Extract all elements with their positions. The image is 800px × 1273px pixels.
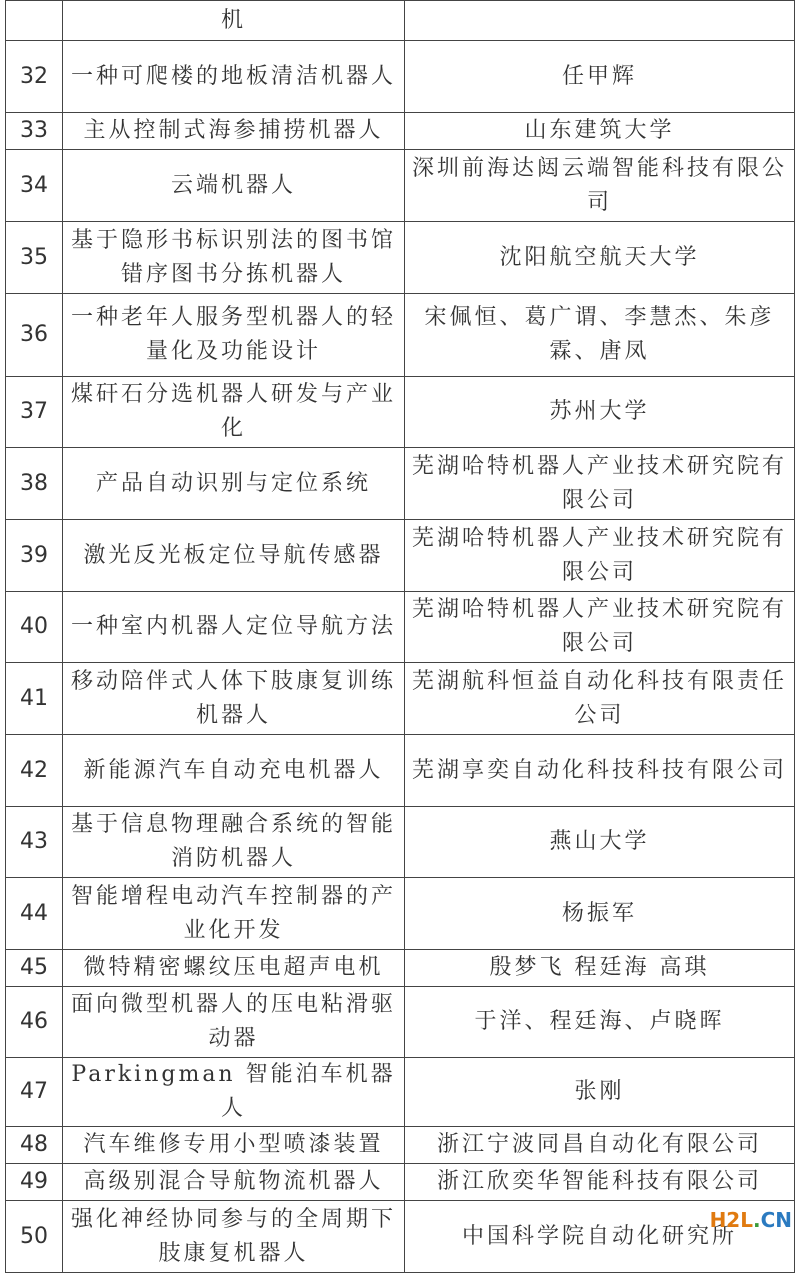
table-row <box>6 113 795 150</box>
table-row <box>6 222 795 294</box>
row-number: 49 <box>6 1164 63 1201</box>
project-title: 智能增程电动汽车控制器的产业化开发 <box>63 878 405 950</box>
project-title: 煤矸石分选机器人研发与产业化 <box>63 377 405 448</box>
project-owner: 苏州大学 <box>405 377 795 448</box>
project-title: 一种室内机器人定位导航方法 <box>63 592 405 663</box>
project-owner: 殷梦飞 程廷海 高琪 <box>405 950 795 987</box>
project-title: 主从控制式海参捕捞机器人 <box>63 113 405 150</box>
project-title: 汽车维修专用小型喷漆装置 <box>63 1127 405 1164</box>
table-row <box>6 663 795 735</box>
row-number: 37 <box>6 377 63 448</box>
project-owner: 芜湖哈特机器人产业技术研究院有限公司 <box>405 592 795 663</box>
table-row <box>6 1127 795 1164</box>
project-owner: 芜湖航科恒益自动化科技有限责任公司 <box>405 663 795 735</box>
table-row <box>6 592 795 663</box>
watermark-logo: H2L.CN <box>709 1208 792 1232</box>
project-title: 基于信息物理融合系统的智能消防机器人 <box>63 807 405 878</box>
row-number: 39 <box>6 520 63 592</box>
row-number: 48 <box>6 1127 63 1164</box>
row-number <box>6 1 63 41</box>
project-title: 机 <box>63 1 405 41</box>
project-title: 激光反光板定位导航传感器 <box>63 520 405 592</box>
row-number: 38 <box>6 448 63 520</box>
table-row <box>6 41 795 113</box>
table-row <box>6 448 795 520</box>
row-number: 36 <box>6 294 63 377</box>
project-owner <box>405 1 795 41</box>
project-title: 一种老年人服务型机器人的轻量化及功能设计 <box>63 294 405 377</box>
row-number: 35 <box>6 222 63 294</box>
row-number: 46 <box>6 987 63 1058</box>
table-row <box>6 735 795 807</box>
project-title: 强化神经协同参与的全周期下肢康复机器人 <box>63 1201 405 1273</box>
project-owner: 任甲辉 <box>405 41 795 113</box>
project-owner: 芜湖享奕自动化科技科技有限公司 <box>405 735 795 807</box>
table-row <box>6 1201 795 1273</box>
award-list-table <box>5 0 795 1273</box>
project-owner: 燕山大学 <box>405 807 795 878</box>
project-title: 面向微型机器人的压电粘滑驱动器 <box>63 987 405 1058</box>
project-title: 移动陪伴式人体下肢康复训练机器人 <box>63 663 405 735</box>
project-owner: 山东建筑大学 <box>405 113 795 150</box>
table-row <box>6 294 795 377</box>
row-number: 43 <box>6 807 63 878</box>
row-number: 42 <box>6 735 63 807</box>
row-number: 50 <box>6 1201 63 1273</box>
project-title: 产品自动识别与定位系统 <box>63 448 405 520</box>
table-row <box>6 150 795 222</box>
project-owner: 中国科学院自动化研究所 <box>405 1201 795 1273</box>
row-number: 47 <box>6 1058 63 1127</box>
project-title: 高级别混合导航物流机器人 <box>63 1164 405 1201</box>
row-number: 34 <box>6 150 63 222</box>
table-row <box>6 950 795 987</box>
project-owner: 沈阳航空航天大学 <box>405 222 795 294</box>
project-owner: 芜湖哈特机器人产业技术研究院有限公司 <box>405 520 795 592</box>
row-number: 45 <box>6 950 63 987</box>
project-title: 一种可爬楼的地板清洁机器人 <box>63 41 405 113</box>
table-row <box>6 520 795 592</box>
project-owner: 深圳前海达闼云端智能科技有限公司 <box>405 150 795 222</box>
project-owner: 杨振军 <box>405 878 795 950</box>
table-row <box>6 1 795 41</box>
project-title: 新能源汽车自动充电机器人 <box>63 735 405 807</box>
project-owner: 浙江宁波同昌自动化有限公司 <box>405 1127 795 1164</box>
table-body <box>6 1 795 1273</box>
project-title: Parkingman 智能泊车机器人 <box>63 1058 405 1127</box>
project-title: 微特精密螺纹压电超声电机 <box>63 950 405 987</box>
row-number: 41 <box>6 663 63 735</box>
table-row <box>6 1164 795 1201</box>
table-row <box>6 807 795 878</box>
row-number: 32 <box>6 41 63 113</box>
project-title: 云端机器人 <box>63 150 405 222</box>
row-number: 40 <box>6 592 63 663</box>
project-owner: 张刚 <box>405 1058 795 1127</box>
table-row <box>6 878 795 950</box>
project-title: 基于隐形书标识别法的图书馆错序图书分拣机器人 <box>63 222 405 294</box>
project-owner: 于洋、程廷海、卢晓晖 <box>405 987 795 1058</box>
row-number: 44 <box>6 878 63 950</box>
table-row <box>6 987 795 1058</box>
project-owner: 芜湖哈特机器人产业技术研究院有限公司 <box>405 448 795 520</box>
table-row <box>6 1058 795 1127</box>
project-owner: 浙江欣奕华智能科技有限公司 <box>405 1164 795 1201</box>
project-owner: 宋佩恒、葛广谓、李慧杰、朱彦霖、唐凤 <box>405 294 795 377</box>
table-row <box>6 377 795 448</box>
row-number: 33 <box>6 113 63 150</box>
